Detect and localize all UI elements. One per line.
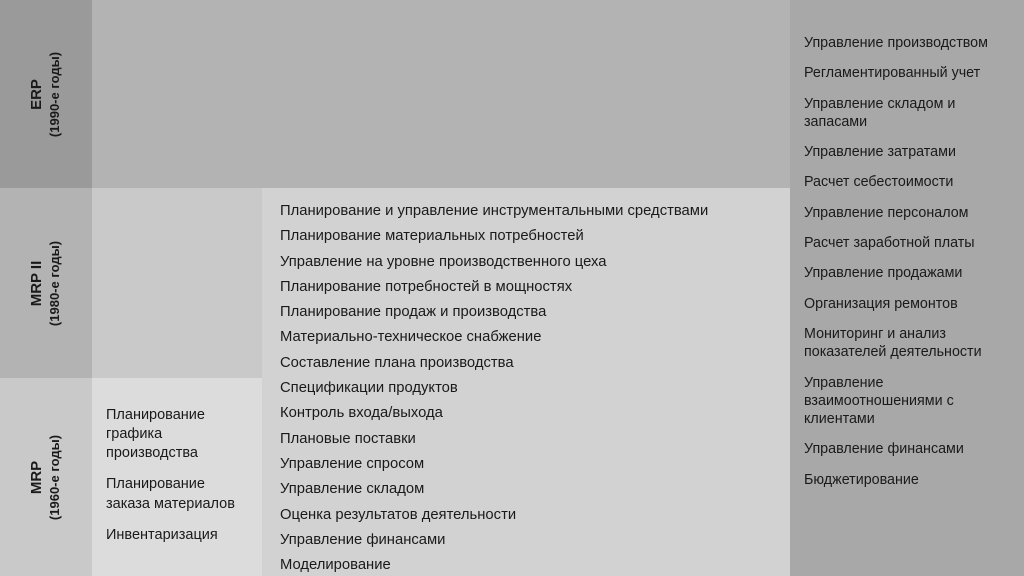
list-item: Планирование графика производства [106,407,205,462]
list-item: Материально-техническое снабжение [280,329,542,346]
list-item: Управление складом и запасами [804,95,956,130]
list-item: Контроль входа/выхода [280,405,443,422]
era-label-erp-text [29,51,64,136]
list-item: Плановые поставки [280,430,416,447]
list-item: Планирование потребностей в мощностях [280,278,573,295]
era-band-erp [0,0,790,188]
era-label-mrp2-text [29,240,64,325]
list-item: Бюджетирование [804,471,919,488]
era-label-mrp [0,378,92,576]
list-item: Оценка результатов деятельности [280,506,517,523]
erp-items-column [790,0,1024,576]
list-item: Управление спросом [280,455,425,472]
list-item: Управление на уровне производственного цеха [280,253,607,270]
era-label-mrp2-name: MRP II [28,260,46,306]
era-label-erp-years: (1990-е годы) [47,51,63,137]
list-item: Инвентаризация [106,526,218,543]
mrp-items-column [92,378,262,576]
list-item: Расчет заработной платы [804,235,975,252]
list-item: Управление взаимоотношениями с клиентами [804,374,954,428]
list-item: Планирование материальных потребностей [280,228,584,245]
era-label-erp [0,0,92,188]
era-label-mrp-text [29,434,64,519]
list-item: Планирование продаж и производства [280,304,547,321]
list-item: Расчет себестоимости [804,174,954,191]
list-item: Управление складом [280,481,425,498]
list-item: Моделирование [280,557,391,574]
list-item: Спецификации продуктов [280,380,458,397]
list-item: Управление персоналом [804,204,969,221]
era-label-mrp-years: (1960-е годы) [47,434,63,520]
list-item: Составление плана производства [280,354,514,371]
list-item: Управление продажами [804,265,963,282]
list-item: Управление производством [804,35,988,51]
era-label-erp-name: ERP [28,78,46,110]
list-item: Планирование и управление инструментальными средствами [280,203,709,219]
list-item: Управление финансами [804,441,964,458]
list-item: Регламентированный учет [804,65,981,82]
list-item: Управление затратами [804,144,956,161]
list-item: Планирование заказа материалов [106,476,235,512]
list-item: Организация ремонтов [804,295,958,312]
era-label-mrp-name: MRP [28,460,46,494]
list-item: Мониторинг и анализ показателей деятельности [804,325,982,361]
list-item: Управление финансами [280,531,446,548]
era-label-mrp2 [0,188,92,378]
mrp2-items-column [262,188,790,576]
era-label-mrp2-years: (1980-е годы) [47,240,63,326]
